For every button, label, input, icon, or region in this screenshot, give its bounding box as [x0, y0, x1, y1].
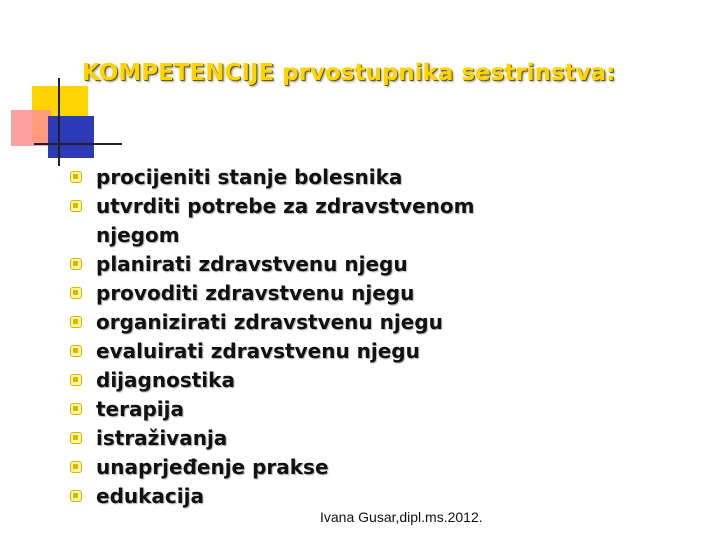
slide-title: KOMPETENCIJE prvostupnika sestrinstva: [82, 60, 616, 86]
decor-horizontal-line [34, 143, 122, 145]
slide-footer: Ivana Gusar,dipl.ms.2012. [320, 509, 483, 525]
list-item-text: procijeniti stanje bolesnika [96, 165, 403, 189]
list-item [70, 163, 540, 192]
list-item [70, 395, 540, 424]
list-item-text: unaprjeđenje prakse [96, 455, 329, 479]
list-item-text: planirati zdravstvenu njegu [96, 252, 408, 276]
list-item-text: edukacija [96, 484, 204, 508]
list-item [70, 424, 540, 453]
list-item [70, 366, 540, 395]
list-item-text: utvrditi potrebe za zdravstvenom njegom [96, 194, 475, 247]
square-bullet-icon [70, 287, 82, 299]
list-item-text: provoditi zdravstvenu njegu [96, 281, 415, 305]
list-item [70, 192, 540, 250]
square-bullet-icon [70, 374, 82, 386]
list-item [70, 337, 540, 366]
list-item-text: evaluirati zdravstvenu njegu [96, 339, 420, 363]
square-bullet-icon [70, 258, 82, 270]
list-item-text: organizirati zdravstvenu njegu [96, 310, 443, 334]
list-item-text: istraživanja [96, 426, 228, 450]
square-bullet-icon [70, 432, 82, 444]
square-bullet-icon [70, 345, 82, 357]
square-bullet-icon [70, 403, 82, 415]
decor-square-blue [48, 116, 94, 158]
list-item [70, 279, 540, 308]
competency-list [70, 163, 540, 511]
list-item [70, 453, 540, 482]
list-item-text: dijagnostika [96, 368, 235, 392]
decor-vertical-line [58, 78, 60, 166]
square-bullet-icon [70, 200, 82, 212]
square-bullet-icon [70, 490, 82, 502]
list-item [70, 308, 540, 337]
list-item [70, 482, 540, 511]
square-bullet-icon [70, 171, 82, 183]
square-bullet-icon [70, 461, 82, 473]
list-item-text: terapija [96, 397, 185, 421]
decor-square-red [11, 110, 51, 146]
list-item [70, 250, 540, 279]
square-bullet-icon [70, 316, 82, 328]
